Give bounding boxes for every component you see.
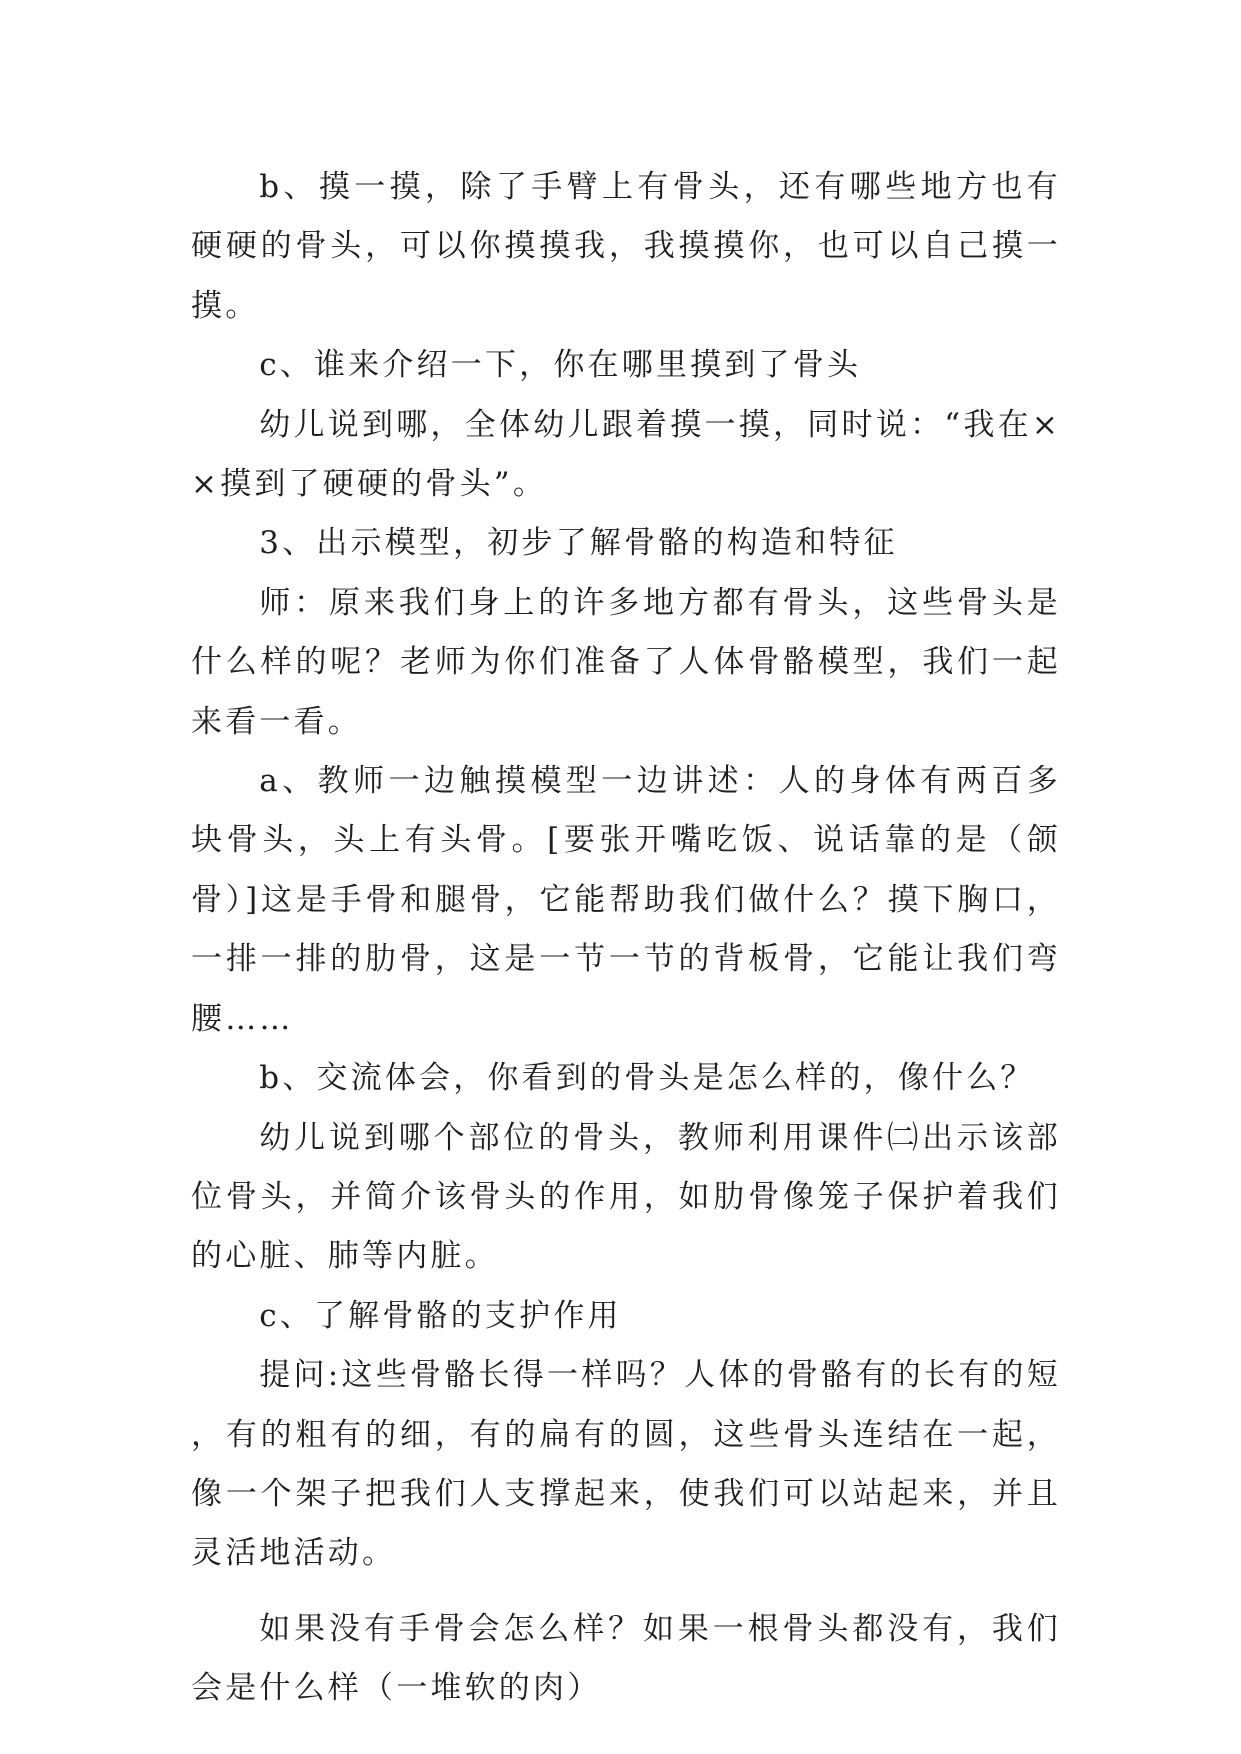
paragraph-show-model-heading: 3、出示模型，初步了解骨骼的构造和特征 <box>259 525 898 562</box>
paragraph-question-bones: 提问:这些骨骼长得一样吗？人体的骨骼有的长有的短，有的粗有的细，有的扁有的圆，这些骨头连结在一起，像一个架子把我们人支撑起来，使我们可以站起来，并且灵活地活动。 <box>191 1357 1061 1572</box>
paragraph-courseware-bones: 幼儿说到哪个部位的骨头，教师利用课件㈡出示该部位骨头，并简介该骨头的作用，如肋骨像笼子保护着我们的心脏、肺等内脏。 <box>191 1119 1061 1275</box>
paragraph-who-introduces: c、谁来介绍一下，你在哪里摸到了骨头 <box>259 347 862 384</box>
paragraph-exchange-experience: b、交流体会，你看到的骨头是怎么样的，像什么？ <box>259 1060 1035 1097</box>
paragraph-without-bones: 如果没有手骨会怎么样？如果一根骨头都没有，我们会是什么样（一堆软的肉） <box>191 1610 1061 1707</box>
paragraph-touch-bones: b、摸一摸，除了手臂上有骨头，还有哪些地方也有硬硬的骨头，可以你摸摸我，我摸摸你，也可以自己摸一摸。 <box>191 169 1061 324</box>
paragraph-teacher-touch-model: a、教师一边触摸模型一边讲述：人的身体有两百多块骨头，头上有头骨。[要张开嘴吃饭、说话靠的是（颌骨）]这是手骨和腿骨，它能帮助我们做什么？摸下胸口，一排一排的肋骨，这是一节一节的背板骨，它能让我们弯腰…… <box>191 763 1061 1037</box>
paragraph-teacher-intro: 师：原来我们身上的许多地方都有骨头，这些骨头是什么样的呢？老师为你们准备了人体骨骼模型，我们一起来看一看。 <box>191 584 1061 740</box>
document-page <box>191 158 1061 1719</box>
paragraph-support-function: c、了解骨骼的支护作用 <box>259 1297 622 1334</box>
paragraph-children-touch: 幼儿说到哪，全体幼儿跟着摸一摸，同时说：“我在××摸到了硬硬的骨头”。 <box>191 406 1061 503</box>
